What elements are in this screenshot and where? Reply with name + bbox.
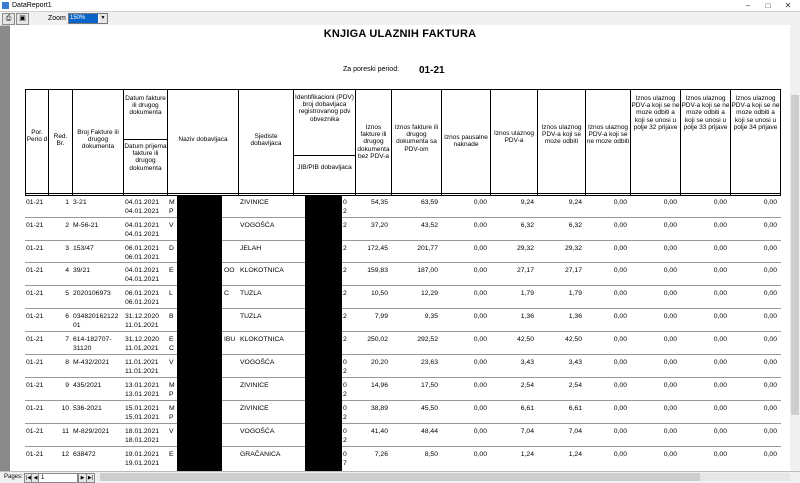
cell-pausal: 0,00 xyxy=(473,267,487,274)
cell-rbr: 8 xyxy=(65,359,69,366)
window-title: DataReport1 xyxy=(12,2,52,9)
cell-p33: 0,00 xyxy=(713,267,727,274)
cell-rbr: 7 xyxy=(65,336,69,343)
cell-p34: 0,00 xyxy=(763,405,777,412)
cell-p32: 0,00 xyxy=(663,245,677,252)
cell-period: 01-21 xyxy=(26,451,44,458)
report-toolbar xyxy=(0,12,800,26)
cell-datum-prijema: 11.01.2021 xyxy=(125,322,159,329)
cell-naziv: E xyxy=(169,267,174,274)
cell-sjediste: KLOKOTNICA xyxy=(240,336,284,343)
header-datum-fakture: Datum fakture ili drugog dokumenta xyxy=(125,95,166,117)
cell-broj: 435/2021 xyxy=(73,382,102,389)
cell-naziv: E xyxy=(169,336,174,343)
cell-bez-pdv: 41,40 xyxy=(370,428,388,435)
cell-sa-pdv: 187,00 xyxy=(417,267,438,274)
cell-pdv: 7,04 xyxy=(520,428,534,435)
cell-pausal: 0,00 xyxy=(473,290,487,297)
cell-sa-pdv: 17,50 xyxy=(420,382,438,389)
cell-pausal: 0,00 xyxy=(473,428,487,435)
cell-bez-pdv: 250,02 xyxy=(367,336,388,343)
header-rbr: Red. Br. xyxy=(53,133,68,148)
cell-sjediste: ZIVINICE xyxy=(240,199,269,206)
cell-broj: 2020106973 xyxy=(73,290,111,297)
report-page xyxy=(10,25,790,471)
redaction-block-naziv xyxy=(177,196,222,471)
cell-sa-pdv: 23,63 xyxy=(420,359,438,366)
cell-jib-end-2: 2 xyxy=(343,208,347,215)
cell-naziv: E xyxy=(169,451,174,458)
cell-sjediste: TUZLA xyxy=(240,290,262,297)
cell-naziv: V xyxy=(169,359,174,366)
zoom-label: Zoom xyxy=(48,15,66,22)
cell-rbr: 10 xyxy=(61,405,69,412)
cell-moze: 7,04 xyxy=(568,428,582,435)
cell-pausal: 0,00 xyxy=(473,451,487,458)
cell-p33: 0,00 xyxy=(713,336,727,343)
cell-p32: 0,00 xyxy=(663,428,677,435)
cell-sjediste: VOGOŠĆA xyxy=(240,359,275,366)
cell-p33: 0,00 xyxy=(713,405,727,412)
header-idpdv: Identifikacioni (PDV) broj dobavljaca registrovanog pdv obveznika xyxy=(295,94,354,123)
cell-pdv: 1,79 xyxy=(520,290,534,297)
cell-sa-pdv: 9,35 xyxy=(424,313,438,320)
header-moze: Iznos ulaznog PDV-a koji se moze odbiti xyxy=(541,124,582,146)
cell-pausal: 0,00 xyxy=(473,405,487,412)
cell-broj: 638472 xyxy=(73,451,96,458)
cell-period: 01-21 xyxy=(26,267,44,274)
cell-pdv: 9,24 xyxy=(520,199,534,206)
cell-bez-pdv: 54,35 xyxy=(370,199,388,206)
cell-jib-end: 0 xyxy=(343,382,347,389)
cell-sjediste: VOGOŠĆA xyxy=(240,222,275,229)
cell-datum-prijema: 06.01.2021 xyxy=(125,254,160,261)
header-broj: Broj Fakture ili drugog dokumenta xyxy=(77,129,119,151)
chevron-down-icon[interactable]: ▼ xyxy=(100,15,106,21)
cell-jib-end: 0 xyxy=(343,359,347,366)
cell-pdv: 42,50 xyxy=(516,336,534,343)
cell-sa-pdv: 8,50 xyxy=(424,451,438,458)
cell-moze: 1,36 xyxy=(568,313,582,320)
cell-pdv: 3,43 xyxy=(520,359,534,366)
cell-pausal: 0,00 xyxy=(473,222,487,229)
cell-datum-fakture: 13.01.2021 xyxy=(125,382,160,389)
cell-naziv-tail: IBU xyxy=(224,336,236,343)
cell-p33: 0,00 xyxy=(713,359,727,366)
cell-rbr: 9 xyxy=(65,382,69,389)
cell-nemoze: 0,00 xyxy=(613,222,627,229)
cell-datum-prijema: 13.01.2021 xyxy=(125,391,160,398)
cell-p33: 0,00 xyxy=(713,313,727,320)
horizontal-scroll-thumb[interactable] xyxy=(100,473,700,481)
cell-period: 01-21 xyxy=(26,199,44,206)
cell-p34: 0,00 xyxy=(763,267,777,274)
printer-icon: ⎙ xyxy=(5,15,12,22)
cell-rbr: 2 xyxy=(65,222,69,229)
row-divider xyxy=(25,217,781,218)
cell-broj-2: 01 xyxy=(73,322,81,329)
cell-moze: 29,32 xyxy=(564,245,582,252)
header-period: Por. Perio d xyxy=(26,129,48,144)
cell-naziv-2: P xyxy=(169,391,174,398)
report-title: KNJIGA ULAZNIH FAKTURA xyxy=(323,28,477,40)
cell-period: 01-21 xyxy=(26,313,44,320)
cell-pdv: 2,54 xyxy=(520,382,534,389)
cell-naziv: M xyxy=(169,199,175,206)
cell-datum-prijema: 04.01.2021 xyxy=(125,276,160,283)
cell-p32: 0,00 xyxy=(663,359,677,366)
cell-moze: 1,79 xyxy=(568,290,582,297)
cell-p34: 0,00 xyxy=(763,313,777,320)
cell-datum-fakture: 11.01.2021 xyxy=(125,359,159,366)
cell-bez-pdv: 159,83 xyxy=(367,267,388,274)
cell-naziv: D xyxy=(169,245,174,252)
cell-moze: 2,54 xyxy=(568,382,582,389)
cell-moze: 6,32 xyxy=(568,222,582,229)
cell-p32: 0,00 xyxy=(663,290,677,297)
cell-naziv: B xyxy=(169,313,174,320)
cell-datum-fakture: 15.01.2021 xyxy=(125,405,160,412)
cell-period: 01-21 xyxy=(26,428,44,435)
pages-label: Pages: xyxy=(4,474,23,480)
header-bez-pdv: Iznos fakture ili drugog dokumenta bez PDV-a xyxy=(357,124,390,160)
cell-nemoze: 0,00 xyxy=(613,382,627,389)
cell-sjediste: GRAČANICA xyxy=(240,451,281,458)
cell-broj: 153/47 xyxy=(73,245,94,252)
cell-nemoze: 0,00 xyxy=(613,245,627,252)
cell-p32: 0,00 xyxy=(663,451,677,458)
header-jib: JIB/PIB dobavljaca xyxy=(297,164,352,171)
cell-jib-end: 0 xyxy=(343,451,347,458)
cell-sjediste: ZIVINICE xyxy=(240,405,269,412)
last-page-button[interactable]: ▶| xyxy=(87,475,94,481)
cell-pausal: 0,00 xyxy=(473,199,487,206)
cell-jib-end: 2 xyxy=(343,245,347,252)
cell-moze: 3,43 xyxy=(568,359,582,366)
cell-moze: 1,24 xyxy=(568,451,582,458)
cell-sa-pdv: 45,50 xyxy=(420,405,438,412)
header-p34: Iznos ulaznog PDV-a koji se ne moze odbiti a koji se unosi u polje 34 prijave xyxy=(731,95,780,131)
row-divider xyxy=(25,446,781,447)
cell-datum-fakture: 18.01.2021 xyxy=(125,428,160,435)
cell-broj: 034820162122 xyxy=(73,313,119,320)
period-label: Za poreski period: xyxy=(343,66,400,73)
vertical-scroll-thumb[interactable] xyxy=(791,95,799,415)
cell-p34: 0,00 xyxy=(763,245,777,252)
cell-p33: 0,00 xyxy=(713,382,727,389)
cell-jib-end: 2 xyxy=(343,267,347,274)
cell-period: 01-21 xyxy=(26,336,44,343)
cell-naziv-tail: OO xyxy=(224,267,235,274)
cell-period: 01-21 xyxy=(26,245,44,252)
cell-naziv-2: P xyxy=(169,208,174,215)
cell-period: 01-21 xyxy=(26,222,44,229)
cell-bez-pdv: 38,89 xyxy=(370,405,388,412)
cell-rbr: 1 xyxy=(65,199,69,206)
page-number-input[interactable]: 1 xyxy=(38,473,78,483)
cell-datum-fakture: 04.01.2021 xyxy=(125,222,160,229)
cell-rbr: 11 xyxy=(61,428,69,435)
cell-pdv: 1,36 xyxy=(520,313,534,320)
header-naziv: Naziv dobavljaca xyxy=(178,136,228,143)
cell-sa-pdv: 292,52 xyxy=(417,336,438,343)
cell-sa-pdv: 201,77 xyxy=(417,245,438,252)
cell-broj-2: 31120 xyxy=(73,345,92,352)
cell-bez-pdv: 37,20 xyxy=(370,222,388,229)
cell-period: 01-21 xyxy=(26,405,44,412)
cell-jib-end: 0 xyxy=(343,199,347,206)
cell-pausal: 0,00 xyxy=(473,336,487,343)
cell-sjediste: KLOKOTNICA xyxy=(240,267,284,274)
cell-rbr: 5 xyxy=(65,290,69,297)
cell-pausal: 0,00 xyxy=(473,359,487,366)
cell-period: 01-21 xyxy=(26,290,44,297)
cell-broj: M-829/2021 xyxy=(73,428,110,435)
cell-naziv-tail: C xyxy=(224,290,229,297)
prev-page-button[interactable]: ◀ xyxy=(31,473,40,483)
cell-nemoze: 0,00 xyxy=(613,290,627,297)
print-button[interactable] xyxy=(2,13,15,25)
cell-bez-pdv: 172,45 xyxy=(367,245,388,252)
zoom-select[interactable] xyxy=(68,13,108,24)
cell-naziv: L xyxy=(169,290,173,297)
cell-p32: 0,00 xyxy=(663,336,677,343)
cell-p32: 0,00 xyxy=(663,382,677,389)
row-divider xyxy=(25,331,781,332)
cell-sjediste: JELAH xyxy=(240,245,262,252)
cell-nemoze: 0,00 xyxy=(613,267,627,274)
row-divider xyxy=(25,423,781,424)
cell-sjediste: VOGOŠĆA xyxy=(240,428,275,435)
cell-period: 01-21 xyxy=(26,382,44,389)
cell-datum-prijema: 11.01.2021 xyxy=(125,368,159,375)
first-page-button[interactable]: |◀ xyxy=(25,475,32,481)
cell-jib-end-2: 2 xyxy=(343,437,347,444)
cell-bez-pdv: 14,96 xyxy=(370,382,388,389)
export-button[interactable] xyxy=(16,13,29,25)
cell-nemoze: 0,00 xyxy=(613,336,627,343)
cell-p33: 0,00 xyxy=(713,428,727,435)
cell-datum-prijema: 15.01.2021 xyxy=(125,414,160,421)
vertical-scrollbar[interactable] xyxy=(790,25,800,471)
cell-p32: 0,00 xyxy=(663,313,677,320)
cell-jib-end-2: 2 xyxy=(343,368,347,375)
header-pdv: Iznos ulaznog PDV-a xyxy=(493,130,535,145)
next-page-button[interactable]: ▶ xyxy=(78,473,87,483)
cell-p32: 0,00 xyxy=(663,199,677,206)
cell-bez-pdv: 20,20 xyxy=(370,359,388,366)
cell-p32: 0,00 xyxy=(663,267,677,274)
cell-moze: 27,17 xyxy=(564,267,582,274)
cell-jib-end-2: 7 xyxy=(343,460,347,467)
cell-sa-pdv: 43,52 xyxy=(420,222,438,229)
horizontal-scrollbar[interactable] xyxy=(100,473,790,481)
cell-p34: 0,00 xyxy=(763,222,777,229)
header-p33: Iznos ulaznog PDV-a koji se ne moze odbiti a koji se unosi u polje 33 prijave xyxy=(681,95,730,131)
cell-naziv: V xyxy=(169,222,174,229)
row-divider xyxy=(25,240,781,241)
cell-p32: 0,00 xyxy=(663,405,677,412)
cell-broj: 39/21 xyxy=(73,267,91,274)
cell-p34: 0,00 xyxy=(763,451,777,458)
cell-jib-end-2: 2 xyxy=(343,391,347,398)
row-divider xyxy=(25,400,781,401)
cell-sa-pdv: 48,44 xyxy=(420,428,438,435)
cell-sjediste: TUZLA xyxy=(240,313,262,320)
cell-p34: 0,00 xyxy=(763,428,777,435)
header-nemoze: Iznos ulaznog PDV-a koji se ne moze odbiti xyxy=(586,124,630,146)
cell-p34: 0,00 xyxy=(763,336,777,343)
cell-broj: M-56-21 xyxy=(73,222,99,229)
cell-datum-prijema: 18.01.2021 xyxy=(125,437,160,444)
cell-nemoze: 0,00 xyxy=(613,451,627,458)
cell-datum-prijema: 19.01.2021 xyxy=(125,460,160,467)
header-pausal: Iznos pausalne naknade xyxy=(444,134,488,149)
row-divider xyxy=(25,285,781,286)
cell-naziv-2: P xyxy=(169,414,174,421)
cell-naziv: M xyxy=(169,405,175,412)
cell-p33: 0,00 xyxy=(713,245,727,252)
cell-nemoze: 0,00 xyxy=(613,405,627,412)
header-p32: Iznos ulaznog PDV-a koji se ne moze odbiti a koji se unosi u polje 32 prijave xyxy=(631,95,680,131)
cell-pausal: 0,00 xyxy=(473,313,487,320)
cell-naziv: M xyxy=(169,382,175,389)
cell-rbr: 3 xyxy=(65,245,69,252)
cell-pausal: 0,00 xyxy=(473,382,487,389)
cell-nemoze: 0,00 xyxy=(613,359,627,366)
cell-p34: 0,00 xyxy=(763,382,777,389)
cell-nemoze: 0,00 xyxy=(613,199,627,206)
cell-pdv: 29,32 xyxy=(516,245,534,252)
cell-sa-pdv: 12,29 xyxy=(420,290,438,297)
cell-broj: 614-182707- xyxy=(73,336,112,343)
header-sa-pdv: Iznos fakture ili drugog dokumenta sa PDV-om xyxy=(394,124,439,153)
cell-jib-end: 2 xyxy=(343,290,347,297)
cell-datum-fakture: 04.01.2021 xyxy=(125,267,160,274)
cell-rbr: 4 xyxy=(65,267,69,274)
redaction-block-jib xyxy=(305,196,342,471)
cell-sa-pdv: 63,59 xyxy=(420,199,438,206)
cell-p32: 0,00 xyxy=(663,222,677,229)
cell-datum-prijema: 06.01.2021 xyxy=(125,299,160,306)
cell-naziv: V xyxy=(169,428,174,435)
row-divider xyxy=(25,262,781,263)
cell-sjediste: ZIVINICE xyxy=(240,382,269,389)
cell-jib-end: 2 xyxy=(343,222,347,229)
cell-p33: 0,00 xyxy=(713,199,727,206)
cell-jib-end-2: 2 xyxy=(343,414,347,421)
cell-p33: 0,00 xyxy=(713,451,727,458)
cell-jib-end: 2 xyxy=(343,336,347,343)
export-icon: ▣ xyxy=(19,15,26,22)
cell-datum-fakture: 04.01.2021 xyxy=(125,199,160,206)
cell-p34: 0,00 xyxy=(763,359,777,366)
cell-broj: 536-2021 xyxy=(73,405,102,412)
cell-moze: 9,24 xyxy=(568,199,582,206)
close-icon[interactable]: ✕ xyxy=(784,1,792,10)
status-bar xyxy=(0,471,800,483)
cell-pdv: 6,61 xyxy=(520,405,534,412)
cell-pdv: 27,17 xyxy=(516,267,534,274)
cell-p33: 0,00 xyxy=(713,290,727,297)
cell-moze: 6,61 xyxy=(568,405,582,412)
cell-p34: 0,00 xyxy=(763,290,777,297)
cell-nemoze: 0,00 xyxy=(613,313,627,320)
cell-bez-pdv: 7,99 xyxy=(374,313,388,320)
cell-datum-prijema: 04.01.2021 xyxy=(125,231,160,238)
cell-period: 01-21 xyxy=(26,359,44,366)
cell-p34: 0,00 xyxy=(763,199,777,206)
period-value: 01-21 xyxy=(419,65,445,76)
cell-bez-pdv: 7,26 xyxy=(374,451,388,458)
cell-datum-fakture: 06.01.2021 xyxy=(125,245,160,252)
cell-jib-end: 0 xyxy=(343,405,347,412)
app-icon xyxy=(2,2,9,9)
window-titlebar xyxy=(0,0,800,12)
maximize-icon[interactable]: □ xyxy=(765,1,771,10)
cell-jib-end: 0 xyxy=(343,428,347,435)
cell-pdv: 1,24 xyxy=(520,451,534,458)
row-divider xyxy=(25,354,781,355)
cell-bez-pdv: 10,50 xyxy=(370,290,388,297)
cell-rbr: 6 xyxy=(65,313,69,320)
zoom-value: 150% xyxy=(69,14,98,23)
cell-jib-end: 2 xyxy=(343,313,347,320)
header-sjediste: Sjediste dobavljaca xyxy=(250,133,282,148)
cell-broj: 3-21 xyxy=(73,199,87,206)
cell-p33: 0,00 xyxy=(713,222,727,229)
cell-datum-prijema: 11.01.2021 xyxy=(125,345,159,352)
cell-rbr: 12 xyxy=(61,451,69,458)
cell-pausal: 0,00 xyxy=(473,245,487,252)
row-divider xyxy=(25,308,781,309)
cell-pdv: 6,32 xyxy=(520,222,534,229)
row-divider xyxy=(25,377,781,378)
cell-broj: M-432/2021 xyxy=(73,359,110,366)
cell-naziv-2: C xyxy=(169,345,174,352)
minimize-icon[interactable]: – xyxy=(745,1,751,10)
cell-moze: 42,50 xyxy=(564,336,582,343)
header-datum-prijema: Datum prijema fakture ili drugog dokumenta xyxy=(124,143,167,172)
cell-datum-fakture: 19.01.2021 xyxy=(125,451,160,458)
cell-datum-fakture: 06.01.2021 xyxy=(125,290,160,297)
cell-nemoze: 0,00 xyxy=(613,428,627,435)
cell-datum-prijema: 04.01.2021 xyxy=(125,208,160,215)
cell-datum-fakture: 31.12.2020 xyxy=(125,336,160,343)
cell-datum-fakture: 31.12.2020 xyxy=(125,313,160,320)
